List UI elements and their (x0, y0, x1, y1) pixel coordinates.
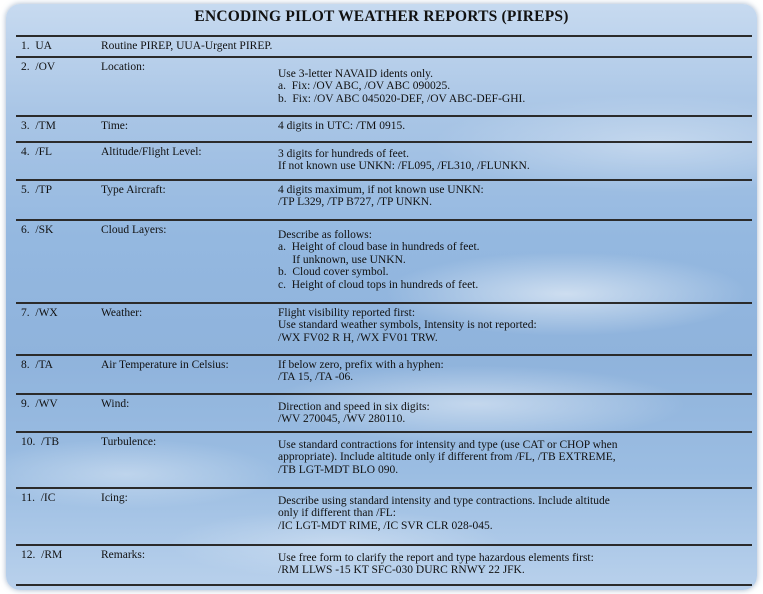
row-description (278, 401, 748, 426)
row-field-name: Time: (101, 120, 129, 132)
description-line: /TA 15, /TA -06. (278, 371, 354, 384)
table-row-ta (16, 354, 752, 395)
description-line: If unknown, use UNKN. (278, 253, 406, 266)
description-line: appropriate). Include altitude only if different from /FL, /TB EXTREME, (278, 451, 616, 464)
table-row-tm (16, 115, 752, 143)
row-description (278, 359, 748, 384)
description-line: /TP L329, /TP B727, /TP UNKN. (278, 196, 432, 209)
row-field-name: Icing: (101, 492, 128, 504)
table-row-wx (16, 302, 752, 356)
row-code: 5. /TP (21, 184, 52, 196)
row-description (278, 495, 748, 532)
description-line: Direction and speed in six digits: (278, 401, 430, 413)
row-field-name: Remarks: (101, 549, 146, 561)
row-code: 4. /FL (21, 146, 52, 158)
description-line: 4 digits in UTC: /TM 0915. (278, 120, 406, 132)
pirep-table-card (6, 4, 757, 590)
row-field-name: Type Aircraft: (101, 184, 166, 196)
row-code: 7. /WX (21, 307, 58, 319)
row-description (278, 307, 748, 344)
description-line: c. Height of cloud tops in hundreds of feet. (278, 278, 479, 291)
description-line: /WX FV02 R H, /WX FV01 TRW. (278, 331, 438, 344)
description-line: /TB LGT-MDT BLO 090. (278, 463, 399, 476)
description-line: a. Height of cloud base in hundreds of feet. (278, 241, 480, 254)
row-field-name: Location: (101, 61, 146, 73)
description-line: 4 digits maximum, if not known use UNKN: (278, 184, 484, 196)
table-row-tb (16, 431, 752, 489)
row-field-name: Air Temperature in Celsius: (101, 359, 229, 371)
page-title: ENCODING PILOT WEATHER REPORTS (PIREPS) (194, 8, 569, 25)
description-line: a. Fix: /OV ABC, /OV ABC 090025. (278, 80, 451, 93)
table-row-fl (16, 141, 752, 181)
row-description (278, 184, 748, 209)
row-description (101, 40, 741, 52)
row-description (278, 229, 748, 291)
description-line: 3 digits for hundreds of feet. (278, 148, 409, 160)
row-code: 8. /TA (21, 359, 53, 371)
description-line: b. Cloud cover symbol. (278, 266, 389, 279)
description-line: Flight visibility reported first: (278, 307, 416, 319)
description-line: Use standard weather symbols, Intensity is not reported: (278, 319, 537, 332)
description-line: /WV 270045, /WV 280110. (278, 413, 406, 426)
description-line: b. Fix: /OV ABC 045020-DEF, /OV ABC-DEF-GHI. (278, 92, 526, 105)
row-code: 11. /IC (21, 492, 56, 504)
table-row-ua (16, 35, 752, 58)
row-field-name: Turbulence: (101, 436, 157, 448)
description-line: only if different than /FL: (278, 507, 396, 520)
row-code: 2. /OV (21, 61, 56, 73)
row-code: 10. /TB (21, 436, 60, 448)
row-field-name: Weather: (101, 307, 143, 319)
table-bottom-rule (16, 584, 752, 586)
row-field-name: Cloud Layers: (101, 224, 167, 236)
row-code: 12. /RM (21, 549, 63, 561)
description-line: /RM LLWS -15 KT SFC-030 DURC RNWY 22 JFK. (278, 564, 525, 577)
table-row-ov (16, 56, 752, 117)
row-code: 6. /SK (21, 224, 54, 236)
table-row-wv (16, 393, 752, 433)
description-line: /IC LGT-MDT RIME, /IC SVR CLR 028-045. (278, 519, 493, 532)
table-row-tp (16, 179, 752, 221)
row-description (278, 120, 748, 132)
description-line: Use standard contractions for intensity and type (use CAT or CHOP when (278, 439, 618, 451)
row-field-name: Wind: (101, 398, 130, 410)
row-description (278, 148, 748, 173)
row-description (278, 439, 748, 476)
row-description (278, 68, 748, 105)
row-description (278, 552, 748, 577)
description-line: If below zero, prefix with a hyphen: (278, 359, 444, 371)
description-line: If not known use UNKN: /FL095, /FL310, /FLUNKN. (278, 160, 530, 173)
table-row-ic (16, 487, 752, 546)
description-line: Routine PIREP, UUA-Urgent PIREP. (101, 40, 273, 52)
row-code: 3. /TM (21, 120, 56, 132)
row-code: 1. UA (21, 40, 52, 52)
description-line: Describe using standard intensity and type contractions. Include altitude (278, 495, 610, 507)
table-row-sk (16, 219, 752, 304)
description-line: Use 3-letter NAVAID idents only. (278, 68, 434, 80)
table-row-rm (16, 544, 752, 586)
description-line: Describe as follows: (278, 229, 372, 241)
row-field-name: Altitude/Flight Level: (101, 146, 202, 158)
row-code: 9. /WV (21, 398, 58, 410)
description-line: Use free form to clarify the report and type hazardous elements first: (278, 552, 594, 564)
